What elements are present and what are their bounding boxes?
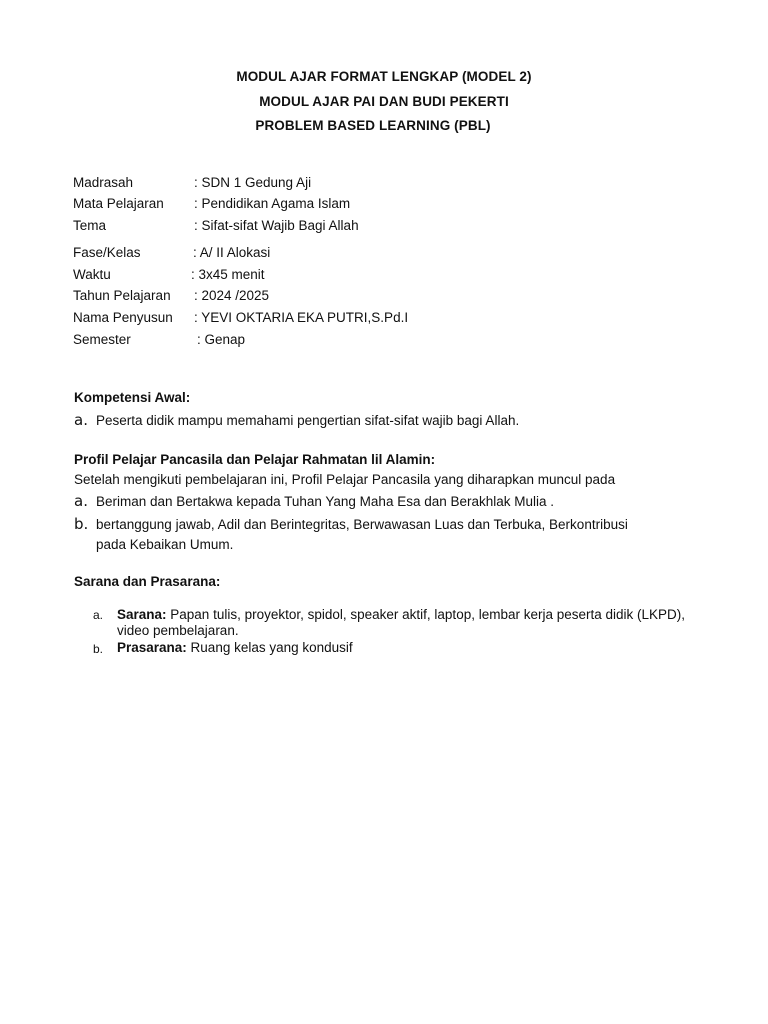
kompetensi-heading: Kompetensi Awal: bbox=[74, 390, 191, 405]
list-marker: b. bbox=[74, 515, 89, 533]
document-method: PROBLEM BASED LEARNING (PBL) bbox=[255, 118, 491, 133]
prasarana-label: Prasarana: bbox=[117, 640, 187, 655]
sarana-item bbox=[117, 607, 697, 639]
list-marker: a. bbox=[74, 411, 88, 429]
list-marker: a. bbox=[93, 608, 104, 622]
info-value-nama-penyusun: : YEVI OKTARIA EKA PUTRI,S.Pd.I bbox=[194, 310, 409, 325]
info-value-tema: : Sifat-sifat Wajib Bagi Allah bbox=[194, 218, 359, 233]
info-label-semester: Semester bbox=[73, 332, 131, 347]
document-subtitle: MODUL AJAR PAI DAN BUDI PEKERTI bbox=[259, 94, 509, 109]
info-label-tahun-pelajaran: Tahun Pelajaran bbox=[73, 288, 171, 303]
info-value-tahun-pelajaran: : 2024 /2025 bbox=[194, 288, 270, 303]
profil-item: Beriman dan Bertakwa kepada Tuhan Yang Maha Esa dan Berakhlak Mulia . bbox=[96, 494, 555, 509]
list-marker: a. bbox=[74, 492, 88, 510]
sarana-text: Papan tulis, proyektor, spidol, speaker aktif, laptop, lembar kerja peserta didik (LKPD), video pembelajaran. bbox=[117, 607, 686, 638]
info-value-madrasah: : SDN 1 Gedung Aji bbox=[194, 175, 312, 190]
profil-intro: Setelah mengikuti pembelajaran ini, Profil Pelajar Pancasila yang diharapkan muncul pada bbox=[74, 472, 616, 487]
prasarana-item bbox=[117, 640, 697, 656]
info-label-nama-penyusun: Nama Penyusun bbox=[73, 310, 173, 325]
list-marker: b. bbox=[93, 642, 104, 656]
info-label-mata-pelajaran: Mata Pelajaran bbox=[73, 196, 164, 211]
info-label-waktu: Waktu bbox=[73, 267, 111, 282]
profil-item: bertanggung jawab, Adil dan Berintegritas, Berwawasan Luas dan Terbuka, Berkontribusi pada Kebaikan Umum. bbox=[96, 517, 628, 552]
kompetensi-item: Peserta didik mampu memahami pengertian sifat-sifat wajib bagi Allah. bbox=[96, 413, 520, 428]
info-label-fase-kelas: Fase/Kelas bbox=[73, 245, 141, 260]
sarana-heading: Sarana dan Prasarana: bbox=[74, 574, 221, 589]
info-label-tema: Tema bbox=[73, 218, 107, 233]
document-title: MODUL AJAR FORMAT LENGKAP (MODEL 2) bbox=[236, 69, 532, 84]
info-value-waktu: : 3x45 menit bbox=[191, 267, 265, 282]
info-label-madrasah: Madrasah bbox=[73, 175, 134, 190]
prasarana-text: Ruang kelas yang kondusif bbox=[186, 640, 353, 655]
profil-heading: Profil Pelajar Pancasila dan Pelajar Rahmatan lil Alamin: bbox=[74, 452, 436, 467]
sarana-label: Sarana: bbox=[117, 607, 167, 622]
info-value-semester: : Genap bbox=[197, 332, 246, 347]
info-value-mata-pelajaran: : Pendidikan Agama Islam bbox=[194, 196, 351, 211]
info-value-fase-kelas: : A/ II Alokasi bbox=[193, 245, 271, 260]
